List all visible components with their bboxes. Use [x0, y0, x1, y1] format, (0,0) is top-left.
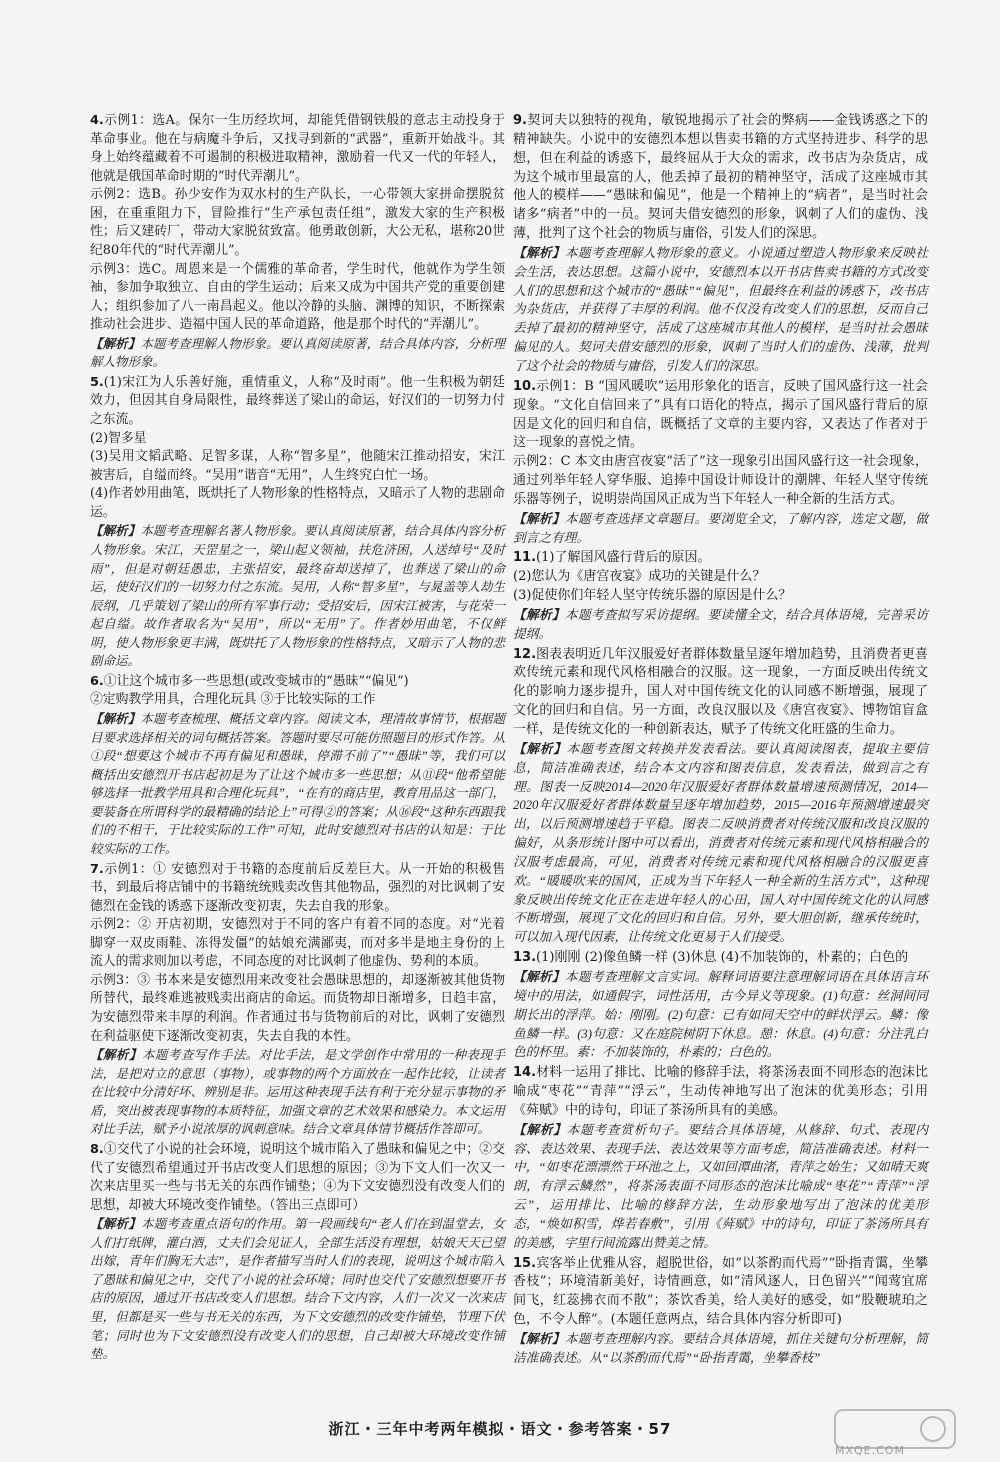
question-number: 11. — [513, 550, 537, 566]
question-number: 12. — [513, 646, 537, 662]
analysis-tag: 【解析】 — [513, 740, 567, 756]
analysis-paragraph — [90, 710, 505, 859]
answer-line — [513, 646, 928, 740]
answer-text: 示例2：选B。孙少安作为双水村的生产队长，一心带领大家拼命摆脱贫困，在重重阻力下，冒险推行“生产承包责任组”，激发大家的生产积极性；后又建砖厂，带动大家脱贫致富。他勇敢创新，大公无私，堪称20世纪80年代的“时代弄潮儿”。 — [90, 187, 505, 258]
answer-text: 示例3：③ 书本来是安德烈用来改变社会愚昧思想的，却逐渐被其他货物所替代，最终难逃被贱卖出商店的命运。而货物却日渐增多，日趋丰富，为安德烈带来丰厚的利润。作者通过书与货物前后的对比，讽刺了安德烈在利益驱使下逐渐改变初衷，失去自我的本性。 — [90, 972, 505, 1044]
answer-text: 图表表明近几年汉服爱好者群体数量呈逐年增加趋势，且消费者更喜欢传统元素和现代风格相融合的汉服。这一现象，一方面反映出传统文化的影响力逐步提升，国人对中国传统文化的认同感不断增强，展现了文化的回归和自信。另一方面，改良汉服以及《唐宫夜宴》、博物馆盲盒一样，是传统文化的一种创新表达，赋予了传统文化旺盛的生命力。 — [513, 646, 928, 737]
question-number: 13. — [513, 950, 537, 966]
analysis-tag: 【解析】 — [513, 1121, 567, 1137]
answer-text: ①交代了小说的社会环境，说明这个城市陷入了愚昧和偏见之中；②交代了安德烈希望通过开书店改变人们思想的原因；③为下文人们一次又一次来店里买一些与书无关的东西作铺垫；④为下文安德烈没有改变人们的思想，却被大环境改变作铺垫。（答出三点即可） — [90, 1141, 505, 1213]
analysis-tag: 【解析】 — [513, 244, 565, 260]
answer-text: (1)了解国风盛行背后的原因。 — [536, 550, 711, 566]
question-number: 8. — [90, 1141, 104, 1157]
analysis-text: 本题考查选择文章题目。要浏览全文，了解内容，选定文题，做到言之有理。 — [513, 511, 929, 545]
answer-text: 示例2：② 开店初期，安德烈对于不同的客户有着不同的态度。对“光着脚穿一双皮雨鞋、冻得发僵”的姑娘充满鄙夷，而对多半是地主身份的上流人的需求则加以考虑，不同态度的对比讽刺了他虚伪、势利的本质。 — [90, 917, 505, 970]
answer-text: 示例3：选C。周恩来是一个儒雅的革命者，学生时代，他就作为学生领袖，参加争取独立、自由的学生运动；后来又成为中国共产党的重要创建人；组织参加了八一南昌起义。他以冷静的头脑、渊博的知识，不断探索推动社会进步、造福中国人民的革命道路，他是那个时代的“弄潮儿”。 — [90, 261, 505, 333]
analysis-text: 本题考查图文转换并发表看法。要认真阅读图表，提取主要信息，简洁准确表述，结合本文内容和图表信息，发表看法，做到言之有理。图表一反映2014—2020年汉服爱好者群体数量增速预测情况，2014—2020年汉服爱好者群体数量呈逐年增加趋势，2015—2016年预测增速最突出，以后预测增速趋于平稳。图表二反映消费者对传统汉服和改良汉服的偏好，从条形统计图中可以看出，消费者对传统元素和现代风格相融合的汉服考虑最高，可见，消费者对传统元素和现代风格相融合的汉服更喜欢。“暖暖吹来的国风，正成为当下年轻人一种全新的生活方式”，这种现象反映出传统文化正在走进年轻人的心田，国人对中国传统文化的认同感不断增强，展现了文化的回归和自信。另外，要大胆创新，继承传统时，可以加入现代因素，让传统文化更易于人们接受。 — [513, 741, 929, 945]
answer-text: (1)刚刚 (2)像鱼鳞一样 (3)休息 (4)不加装饰的，朴素的；白色的 — [536, 950, 909, 966]
right-column — [513, 112, 928, 1370]
answer-text: 材料一运用了排比、比喻的修辞手法，将茶汤表面不同形态的泡沫比喻成“枣花”“青萍”“浮云”，生动传神地写出了泡沫的优美形态；引用《荈赋》中的诗句，印证了茶汤所具有的美感。 — [513, 1065, 928, 1118]
question-number: 5. — [90, 374, 104, 390]
answer-line — [90, 485, 505, 522]
answer-item — [90, 861, 505, 1139]
answer-line — [90, 861, 505, 917]
answer-text: (1)宋江为人乐善好施，重情重义，人称“及时雨”。他一生积极为朝廷效力，但因其自身局限性，最终葬送了梁山的命运，好汉们的一切努力付之东流。 — [90, 374, 505, 427]
analysis-text: 本题考查理解名著人物形象。要认真阅读原著，结合具体内容分析人物形象。宋江，天罡星之一，梁山起义领袖，扶危济困，人送绰号“及时雨”，但是对朝廷愚忠，主张招安，最终奋却送掉了，也葬送了梁山的命运，使好汉们的一切努力付之东流。吴用，人称“智多星”，与晁盖等人劫生辰纲，几乎策划了梁山的所有军事行动；受招安后，因宋江被害，与花荣一起自缢。故作者取名为“吴用”，所以“无用”了。作者妙用曲笔，不仅鲜明，使人物形象更丰满，既烘托了人物形象的性格特点，又暗示了人物的悲剧命运。 — [90, 524, 505, 669]
answer-text: 示例1：选A。保尔一生历经坎坷，却能凭借钢铁般的意志主动投身于革命事业。他在与病魔斗争后，又找寻到新的“武器”，重新开始战斗。其身上始终蕴藏着不可遏制的积极进取精神，激励着一代又一代的年轻人，他就是俄国革命时期的“时代弄潮儿”。 — [90, 113, 505, 184]
analysis-paragraph — [513, 740, 928, 947]
answer-line — [513, 1255, 928, 1330]
analysis-text: 本题考查重点语句的作用。第一段画线句“老人们在到温堂去，女人们打纸牌，灌白酒，丈夫们会见证人，全部生活没有理想，姑娘天天已望出嫁，青年们胸无大志”，是作者描写当时人们的表现，说明这个城市陷入了愚昧和偏见之中，交代了小说的社会环境；同时也交代了安德烈想要开书店的原因，通过开书店改变人们思想。结合下文内容，人们一次又一次来店里，但都是买一些与书无关的东西，为下文安德烈的改变作铺垫，节理下伏笔；同时也为下文安德烈没有改变人们的思想，自己却被大环境改变作铺垫。 — [90, 1217, 505, 1362]
answer-item — [513, 1064, 928, 1252]
page-footer: 浙江・三年中考两年模拟・语文・参考答案・57 — [328, 1420, 672, 1438]
analysis-paragraph — [513, 1330, 928, 1368]
question-number: 9. — [513, 113, 527, 128]
answer-text: 示例1：① 安德烈对于书籍的态度前后反差巨大。从一开始的积极售书，到最后将店铺中的书籍统统贱卖改售其他物品，强烈的对比讽刺了安德烈在金钱的诱惑下逐渐改变初衷，失去自我的形象。 — [90, 861, 505, 914]
answer-text: (2)智多星 — [90, 430, 147, 446]
analysis-text: 本题考查理解人物形象。要认真阅读原著，结合具体内容，分析理解人物形象。 — [90, 336, 505, 370]
analysis-paragraph — [513, 244, 928, 376]
answer-item — [513, 1255, 928, 1368]
answer-text: 示例2：C 本文由唐宫夜宴“活了”这一现象引出国风盛行这一社会现象，通过列举年轻人穿华服、追捧中国设计师设计的潮牌、年轻人坚守传统乐器等例子，说明崇尚国风正成为当下年轻人一种全新的生活方式。 — [513, 454, 928, 507]
analysis-paragraph — [513, 606, 928, 644]
answer-item — [513, 646, 928, 948]
answer-item — [90, 112, 505, 372]
analysis-tag: 【解析】 — [513, 606, 565, 622]
analysis-tag: 【解析】 — [90, 1047, 142, 1063]
answer-text: ①让这个城市多一些思想(或改变城市的“愚昧”“偏见”) — [103, 673, 409, 689]
answer-item — [90, 374, 505, 671]
analysis-tag: 【解析】 — [513, 1331, 565, 1346]
answer-line — [90, 691, 505, 710]
analysis-text: 本题考查理解文言实词。解释词语要注意理解词语在具体语言环境中的用法，如通假字，词性活用，古今异义等现象。(1)句意：丝洞间同期长出的浮萍。始：刚刚。(2)句意：已有如同天空中的鲜状浮云。鳞：像鱼鳞一样。(3)句意：又在庭院树阴下休息。憩：休息。(4)句意：分注乳白色的杯里。素：不加装饰的，朴素的；白色的。 — [513, 969, 929, 1060]
answer-item — [90, 673, 505, 859]
analysis-tag: 【解析】 — [90, 523, 141, 539]
analysis-text: 本题考查写作手法。对比手法，是文学创作中常用的一种表现手法，是把对立的意思（事物），或事物的两个方面放在一起作比较，让读者在比较中分清好坏、辨别是非。运用这种表现手法有利于充分显示事物的矛盾，突出被表现事物的本质特征，加强文章的艺术效果和感染力。本文运用对比手法，赋予小说浓厚的讽刺意味。结合文章具体情节概括作答即可。 — [90, 1048, 505, 1137]
answer-item — [513, 378, 928, 548]
analysis-paragraph — [513, 968, 928, 1062]
analysis-paragraph — [90, 1215, 505, 1364]
answer-text: ②定购教学用具，合理化玩具 ③于比较实际的工作 — [90, 692, 376, 708]
answer-line — [513, 549, 928, 568]
answer-line — [513, 949, 928, 968]
left-column — [90, 112, 505, 1366]
watermark-text: MXQE.COM — [835, 1444, 905, 1457]
answer-item — [90, 1141, 505, 1364]
analysis-tag: 【解析】 — [90, 335, 141, 351]
answer-text: (4)作者妙用曲笔，既烘托了人物形象的性格特点，又暗示了人物的悲剧命运。 — [90, 486, 505, 520]
analysis-paragraph — [513, 1121, 928, 1253]
question-number: 6. — [90, 673, 104, 689]
answer-line — [513, 112, 928, 244]
answer-line — [513, 378, 928, 453]
answer-line — [513, 568, 928, 587]
question-number: 4. — [90, 113, 104, 128]
analysis-paragraph — [90, 335, 505, 372]
answer-line — [90, 430, 505, 449]
answer-line — [513, 1064, 928, 1121]
answer-line — [513, 587, 928, 606]
answer-line — [90, 112, 505, 186]
analysis-tag: 【解析】 — [513, 968, 565, 984]
answer-text: 示例1：B “国风暖吹”运用形象化的语言，反映了国风盛行这一社会现象。“文化自信回来了”具有口语化的特点，揭示了国风盛行背后的原因是文化的回归和自信，既概括了文章的主要内容，又表达了作者对于这一现象的喜悦之情。 — [513, 378, 928, 451]
analysis-tag: 【解析】 — [90, 1216, 142, 1232]
answer-line — [90, 972, 505, 1046]
answer-line — [90, 374, 505, 430]
question-number: 10. — [513, 378, 537, 394]
answer-line — [90, 186, 505, 260]
analysis-text: 本题考查赏析句子。要结合具体语境，从修辞、句式、表现内容、表达效果、表现手法、表达效果等方面考虑，简洁准确表述。材料一中，“如枣花漂漂然于环池之上，又如回潭曲渚，青萍之始生；又如晴天爽朗，有浮云鳞然”，将茶汤表面不同形态的泡沫比喻成“枣花”“青萍”“浮云”，运用排比、比喻的修辞方法，生动形象地写出了泡沫的优美形态，“焕如积雪，烨若春敷”，引用《荈赋》中的诗句，印证了茶汤所具有的美感，字里行间流露出赞美之情。 — [513, 1122, 929, 1250]
answer-item — [513, 549, 928, 643]
answer-line — [90, 261, 505, 335]
answer-line — [90, 916, 505, 972]
answer-item — [513, 112, 928, 376]
question-number: 7. — [90, 861, 104, 877]
analysis-tag: 【解析】 — [513, 510, 565, 526]
analysis-text: 本题考查理解人物形象的意义。小说通过塑造人物形象来反映社会生活，表达思想。这篇小说中，安德烈本以开书店售卖书籍的方式改变人们的思想和这个城市的“愚昧”“偏见”，但最终在利益的诱惑下，改书店为杂货店，并获得了丰厚的利润。他不仅没有改变人们的思想，反而自己丢掉了最初的精神坚守，活成了这座城市其他人的模样，是当时社会愚昧偏见的人。契诃夫借安德烈的形象，讽刺了当时人们的虚伪、浅薄，批判了这个社会的物质与庸俗，引发人们的深思。 — [513, 245, 929, 373]
analysis-text: 本题考查梳理、概括文章内容。阅读文本，理清故事情节，根据题目要求选择相关的词句概括答案。答题时要尽可能仿照题目的形式作答。从①段“想要这个城市不再有偏见和愚昧，停滞不前了”“愚昧”等，我们可以概括出安德烈开书店起初是为了让这个城市多一些思想；从⑪段“他希望能够选择一批教学用具和合理化玩具”，“在有的商店里，教育用品这一部门，要装备在所谓科学的最精确的结论上”可得②的答案；从⑯段“这种东西跟我们的不相干，于比较实际的工作”可知，此时安德烈对书店的认知是：于比较实际的工作。 — [90, 712, 505, 856]
analysis-text: 本题考查拟写采访提纲。要读懂全文，结合具体语境，完善采访提纲。 — [513, 607, 929, 641]
answer-line — [90, 1141, 505, 1215]
analysis-paragraph — [90, 522, 505, 671]
analysis-text: 本题考查理解内容。要结合具体语境，抓住关键句分析理解，简洁准确表述。从“以茶酌而代焉”“卧指青霭，坐攀香枝” — [513, 1332, 929, 1365]
answer-text: 宾客举止优雅从容，超脱世俗，如“以茶酌而代焉”“卧指青霭，坐攀香枝”；环境清新美好，诗情画意，如“清风逐人，日色留兴”“闻莺宜席间飞，红蕊拂衣而不散”；茶饮香美，给人美好的感受，如“股鞭琥珀之色，不令人醉”。(本题任意两点，结合具体内容分析即可) — [513, 1255, 928, 1328]
answer-text: (3)促使你们年轻人坚守传统乐器的原因是什么？ — [513, 588, 792, 604]
answer-item — [513, 949, 928, 1062]
analysis-tag: 【解析】 — [90, 711, 141, 726]
answer-text: (2)您认为《唐宫夜宴》成功的关键是什么？ — [513, 569, 766, 585]
analysis-paragraph — [90, 1046, 505, 1139]
answer-line — [90, 448, 505, 485]
answer-line — [513, 453, 928, 510]
analysis-paragraph — [513, 510, 928, 548]
question-number: 15. — [513, 1255, 537, 1271]
question-number: 14. — [513, 1065, 537, 1081]
answer-text: 契诃夫以独特的视角，敏锐地揭示了社会的弊病——金钱诱惑之下的精神缺失。小说中的安德烈本想以售卖书籍的方式坚持进步、科学的思想，但在利益的诱惑下，最终屈从于大众的需求，改书店为杂货店，成为这个城市里最富的人，他丢掉了最初的精神坚守，活成了这座城市其他人的模样——“愚昧和偏见”，他是一个精神上的“病者”，是当时社会诸多“病者”中的一员。契诃夫借安德烈的形象，讽刺了人们的虚伪、浅薄，批判了这个社会的物质与庸俗，引发人们的深思。 — [513, 113, 928, 242]
answer-line — [90, 673, 505, 692]
answer-text: (3)吴用文韬武略、足智多谋，人称“智多星”，他随宋江推动招安，宋江被害后，自缢而终。“吴用”谐音“无用”，人生终究白忙一场。 — [90, 449, 505, 483]
